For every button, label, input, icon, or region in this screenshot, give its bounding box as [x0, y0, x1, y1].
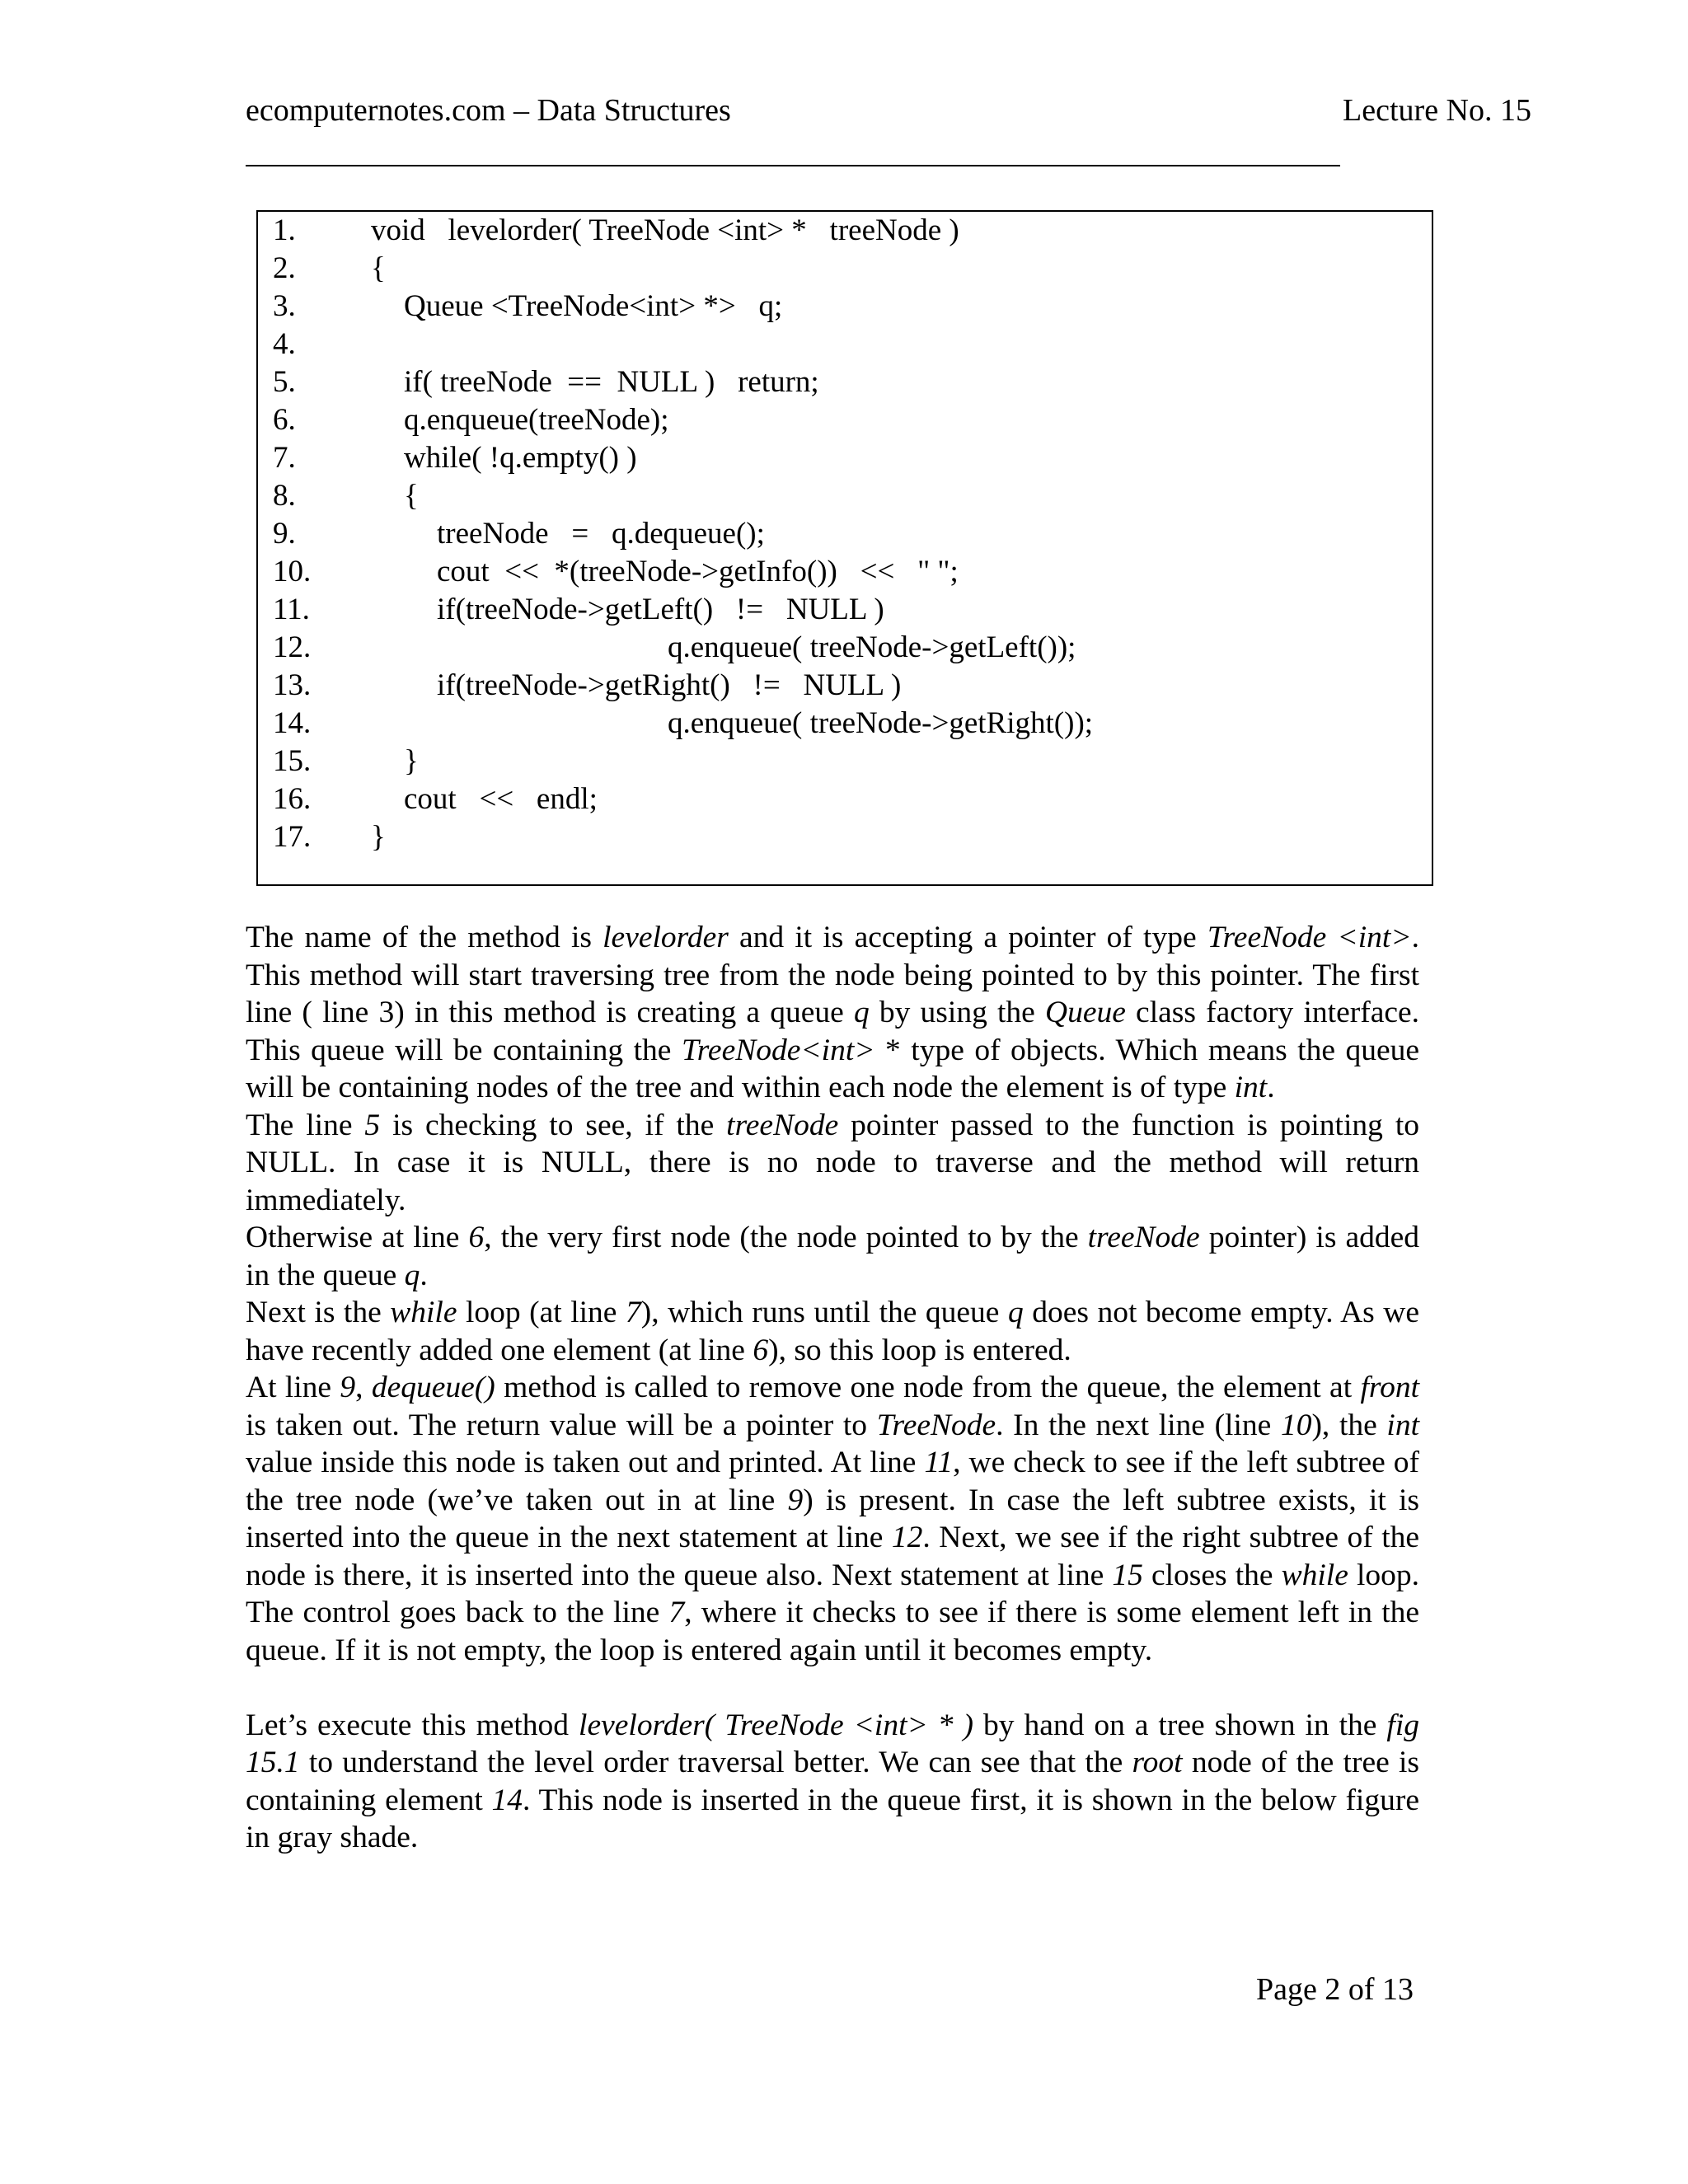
code-text: {	[404, 479, 419, 513]
code-text: {	[371, 251, 386, 285]
line-number: 14.	[273, 706, 312, 740]
line-number: 9.	[273, 517, 296, 551]
page-header	[246, 92, 1531, 140]
code-text: }	[404, 744, 419, 778]
line-number: 4.	[273, 327, 296, 361]
code-text: if( treeNode == NULL ) return;	[404, 365, 819, 399]
code-text: q.enqueue(treeNode);	[404, 403, 669, 437]
line-number: 10.	[273, 555, 312, 588]
paragraph-line-5: The line 5 is checking to see, if the treeNode pointer passed to the function is pointing to NULL. In case it is NULL, there is no node to traverse and the method will return immediately.	[246, 1108, 1419, 1217]
line-number: 11.	[273, 593, 310, 626]
code-text: Queue <TreeNode<int> *> q;	[404, 289, 783, 323]
line-number: 15.	[273, 744, 312, 778]
header-site-title: ecomputernotes.com – Data Structures	[246, 93, 731, 128]
code-text: treeNode = q.dequeue();	[437, 517, 765, 551]
paragraph-line-6: Otherwise at line 6, the very first node (the node pointed to by the treeNode pointer) is added in the queue q.	[246, 1221, 1419, 1292]
line-number: 5.	[273, 365, 296, 399]
page-number: Page 2 of 13	[1256, 1972, 1414, 2007]
paragraph-execute-by-hand: Let’s execute this method levelorder( TreeNode <int> * ) by hand on a tree shown in the fig 15.1 to understand the level order traversal better. We can see that the root node of the tree is containing element 14. This node is inserted in the queue first, it is shown in the below figure in gray shade.	[246, 1708, 1420, 1854]
header-divider	[246, 165, 1340, 166]
line-number: 17.	[273, 820, 312, 854]
code-listing	[256, 210, 1433, 886]
line-number: 3.	[273, 289, 296, 323]
code-text: if(treeNode->getLeft() != NULL )	[437, 593, 884, 626]
code-text: if(treeNode->getRight() != NULL )	[437, 668, 902, 702]
paragraph-method-intro: The name of the method is levelorder and it is accepting a pointer of type TreeNode <int>. This method will start traversing tree from the node being pointed to by this pointer. The first line ( line 3) in this method is creating a queue q by using the Queue class factory interface. This queue will be containing the TreeNode<int> * type of objects. Which means the queue will be containing nodes of the tree and within each node the element is of type int.	[246, 921, 1420, 1104]
paragraph-dequeue: At line 9, dequeue() method is called to remove one node from the queue, the element at front is taken out. The return value will be a pointer to TreeNode. In the next line (line 10), the int value inside this node is taken out and printed. At line 11, we check to see if the left subtree of the tree node (we’ve taken out in at line 9) is present. In case the left subtree exists, it is inserted into the queue in the next statement at line 12. Next, we see if the right subtree of the node is there, it is inserted into the queue also. Next statement at line 15 closes the while loop. The control goes back to the line 7, where it checks to see if there is some element left in the queue. If it is not empty, the loop is entered again until it becomes empty.	[246, 1371, 1420, 1667]
header-lecture-number: Lecture No. 15	[1343, 93, 1531, 128]
code-text: }	[371, 820, 386, 854]
line-number: 12.	[273, 630, 312, 664]
code-text: cout << endl;	[404, 782, 598, 816]
line-number: 8.	[273, 479, 296, 513]
line-number: 7.	[273, 441, 296, 475]
line-number: 13.	[273, 668, 312, 702]
line-number: 1.	[273, 213, 296, 247]
code-text: void levelorder( TreeNode <int> * treeNode )	[371, 213, 959, 247]
line-number: 6.	[273, 403, 296, 437]
code-text: q.enqueue( treeNode->getRight());	[668, 706, 1094, 740]
code-text: q.enqueue( treeNode->getLeft());	[668, 630, 1076, 664]
paragraph-while-loop: Next is the while loop (at line 7), which runs until the queue q does not become empty. As we have recently added one element (at line 6), so this loop is entered.	[246, 1296, 1419, 1367]
code-text: while( !q.empty() )	[404, 441, 637, 475]
code-text: cout << *(treeNode->getInfo()) << " ";	[437, 555, 959, 588]
line-number: 16.	[273, 782, 312, 816]
line-number: 2.	[273, 251, 296, 285]
body-text	[246, 919, 1419, 1857]
